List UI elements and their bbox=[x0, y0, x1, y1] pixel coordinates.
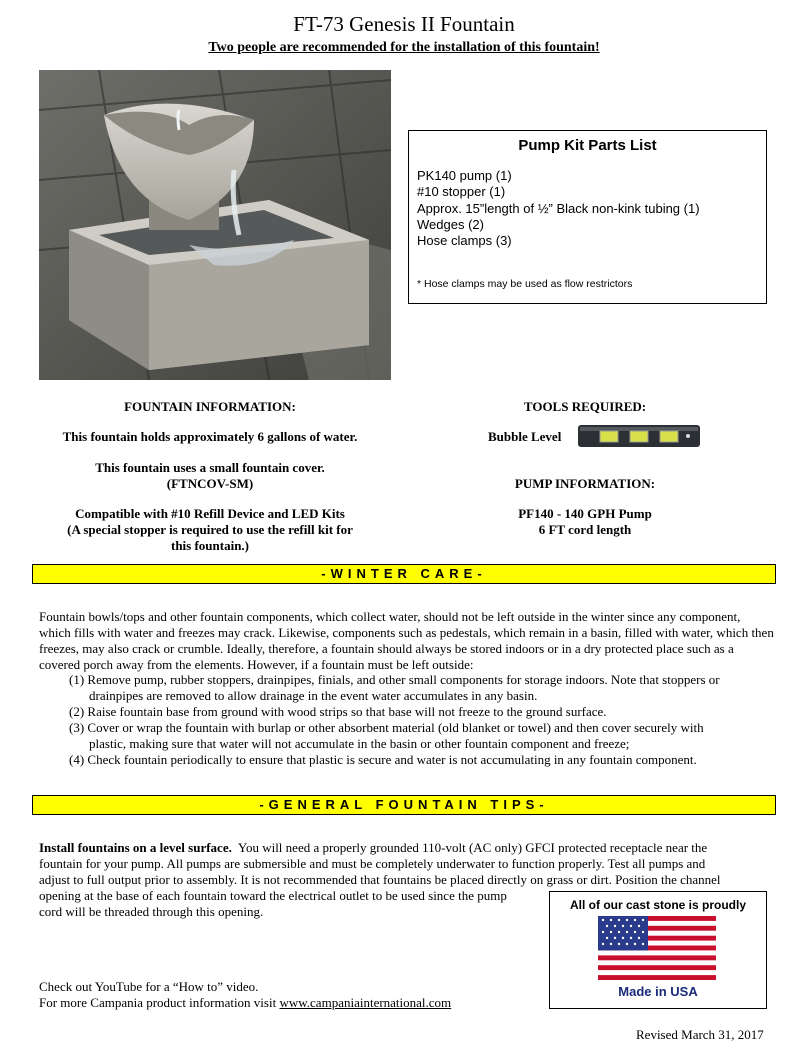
campania-website-link[interactable]: www.campaniainternational.com bbox=[279, 995, 452, 1010]
winter-step: (1) Remove pump, rubber stoppers, drainpipes, finials, and other small components for storage indoors. Note that stoppers or bbox=[69, 672, 720, 687]
pump-kit-item: Wedges (2) bbox=[417, 216, 484, 232]
tips-body-line4: opening at the base of each fountain toward the electrical outlet to be used since the pump bbox=[39, 888, 507, 903]
pump-kit-item: Hose clamps (3) bbox=[417, 233, 512, 249]
winter-step: (3) Cover or wrap the fountain with burlap or other absorbent material (old blanket or towel) and then cover securely with bbox=[69, 720, 704, 735]
tips-body-line3: adjust to full output prior to assembly. It is not recommended that fountains be placed directly on grass or dirt. Position the channel bbox=[39, 872, 721, 887]
general-tips-banner: -GENERAL FOUNTAIN TIPS- bbox=[32, 795, 776, 815]
us-flag-icon bbox=[598, 916, 716, 985]
winter-care-intro: Fountain bowls/tops and other fountain components, which collect water, should not be left outside in the winter since any component, which fills with water and freezes may crack. Likewise, components such as pedestals, which remain in a basin, filled with water, which then freezes, may also crack or crumble. Ideally, therefore, a fountain should always be stored indoors or in a dry protected place such as a covered porch away from the elements. However, if a fountain must be left outside: bbox=[39, 609, 774, 672]
tools-heading: TOOLS REQUIRED: bbox=[523, 399, 647, 414]
fountain-cover-line1: This fountain uses a small fountain cover. bbox=[95, 460, 325, 475]
fountain-compat-line1: Compatible with #10 Refill Device and LED Kits bbox=[75, 506, 345, 521]
made-in-usa-badge bbox=[549, 891, 767, 1009]
fountain-capacity: This fountain holds approximately 6 gallons of water. bbox=[62, 429, 358, 444]
bubble-level-icon bbox=[578, 425, 700, 452]
revised-date: Revised March 31, 2017 bbox=[636, 1027, 764, 1042]
fountain-photo bbox=[39, 70, 391, 380]
fountain-compat-line3: this fountain.) bbox=[170, 538, 250, 553]
tips-lead: Install fountains on a level surface. bbox=[39, 840, 232, 855]
tips-line1 bbox=[39, 840, 707, 856]
fountain-compat-line2: (A special stopper is required to use the refill kit for bbox=[67, 522, 353, 537]
more-info-line bbox=[39, 995, 451, 1011]
tools-item: Bubble Level bbox=[488, 429, 562, 444]
badge-title: All of our cast stone is proudly bbox=[569, 898, 747, 912]
winter-step: (2) Raise fountain base from ground with wood strips so that base will not freeze to the ground surface. bbox=[69, 704, 607, 719]
page-subtitle: Two people are recommended for the installation of this fountain! bbox=[208, 40, 600, 55]
youtube-note: Check out YouTube for a “How to” video. bbox=[39, 979, 259, 994]
winter-step: (4) Check fountain periodically to ensure that plastic is secure and water is not accumulating in any fountain component. bbox=[69, 752, 697, 767]
winter-step: drainpipes are removed to allow drainage in the event water accumulates in any basin. bbox=[89, 688, 538, 703]
fountain-cover-line2: (FTNCOV-SM) bbox=[166, 476, 254, 491]
badge-made-in-usa: Made in USA bbox=[618, 984, 698, 999]
pump-info-heading: PUMP INFORMATION: bbox=[514, 476, 656, 491]
page-title: FT-73 Genesis II Fountain bbox=[293, 12, 515, 36]
fountain-info-heading: FOUNTAIN INFORMATION: bbox=[124, 399, 296, 414]
pump-kit-heading: Pump Kit Parts List bbox=[518, 137, 657, 154]
pump-info-line1: PF140 - 140 GPH Pump bbox=[518, 506, 652, 521]
winter-step: plastic, making sure that water will not accumulate in the basin or other fountain component and freeze; bbox=[89, 736, 630, 751]
winter-care-banner: -WINTER CARE- bbox=[32, 564, 776, 584]
pump-kit-item: #10 stopper (1) bbox=[417, 184, 506, 200]
pump-kit-box bbox=[408, 130, 767, 304]
pump-kit-items bbox=[417, 168, 700, 249]
tips-body-line5: cord will be threaded through this opening. bbox=[39, 904, 264, 919]
pump-kit-item: PK140 pump (1) bbox=[417, 168, 512, 183]
pump-info-line2: 6 FT cord length bbox=[538, 522, 632, 537]
pump-kit-note: * Hose clamps may be used as flow restrictors bbox=[417, 278, 633, 290]
pump-kit-item: Approx. 15”length of ½” Black non-kink tubing (1) bbox=[417, 200, 700, 216]
tips-body-line1: You will need a properly grounded 110-volt (AC only) GFCI protected receptacle near the bbox=[231, 840, 708, 855]
tips-body-line2: fountain for your pump. All pumps are submersible and must be completely underwater to function properly. Test all pumps and bbox=[39, 856, 706, 871]
more-info-prefix: For more Campania product information visit bbox=[39, 995, 280, 1010]
